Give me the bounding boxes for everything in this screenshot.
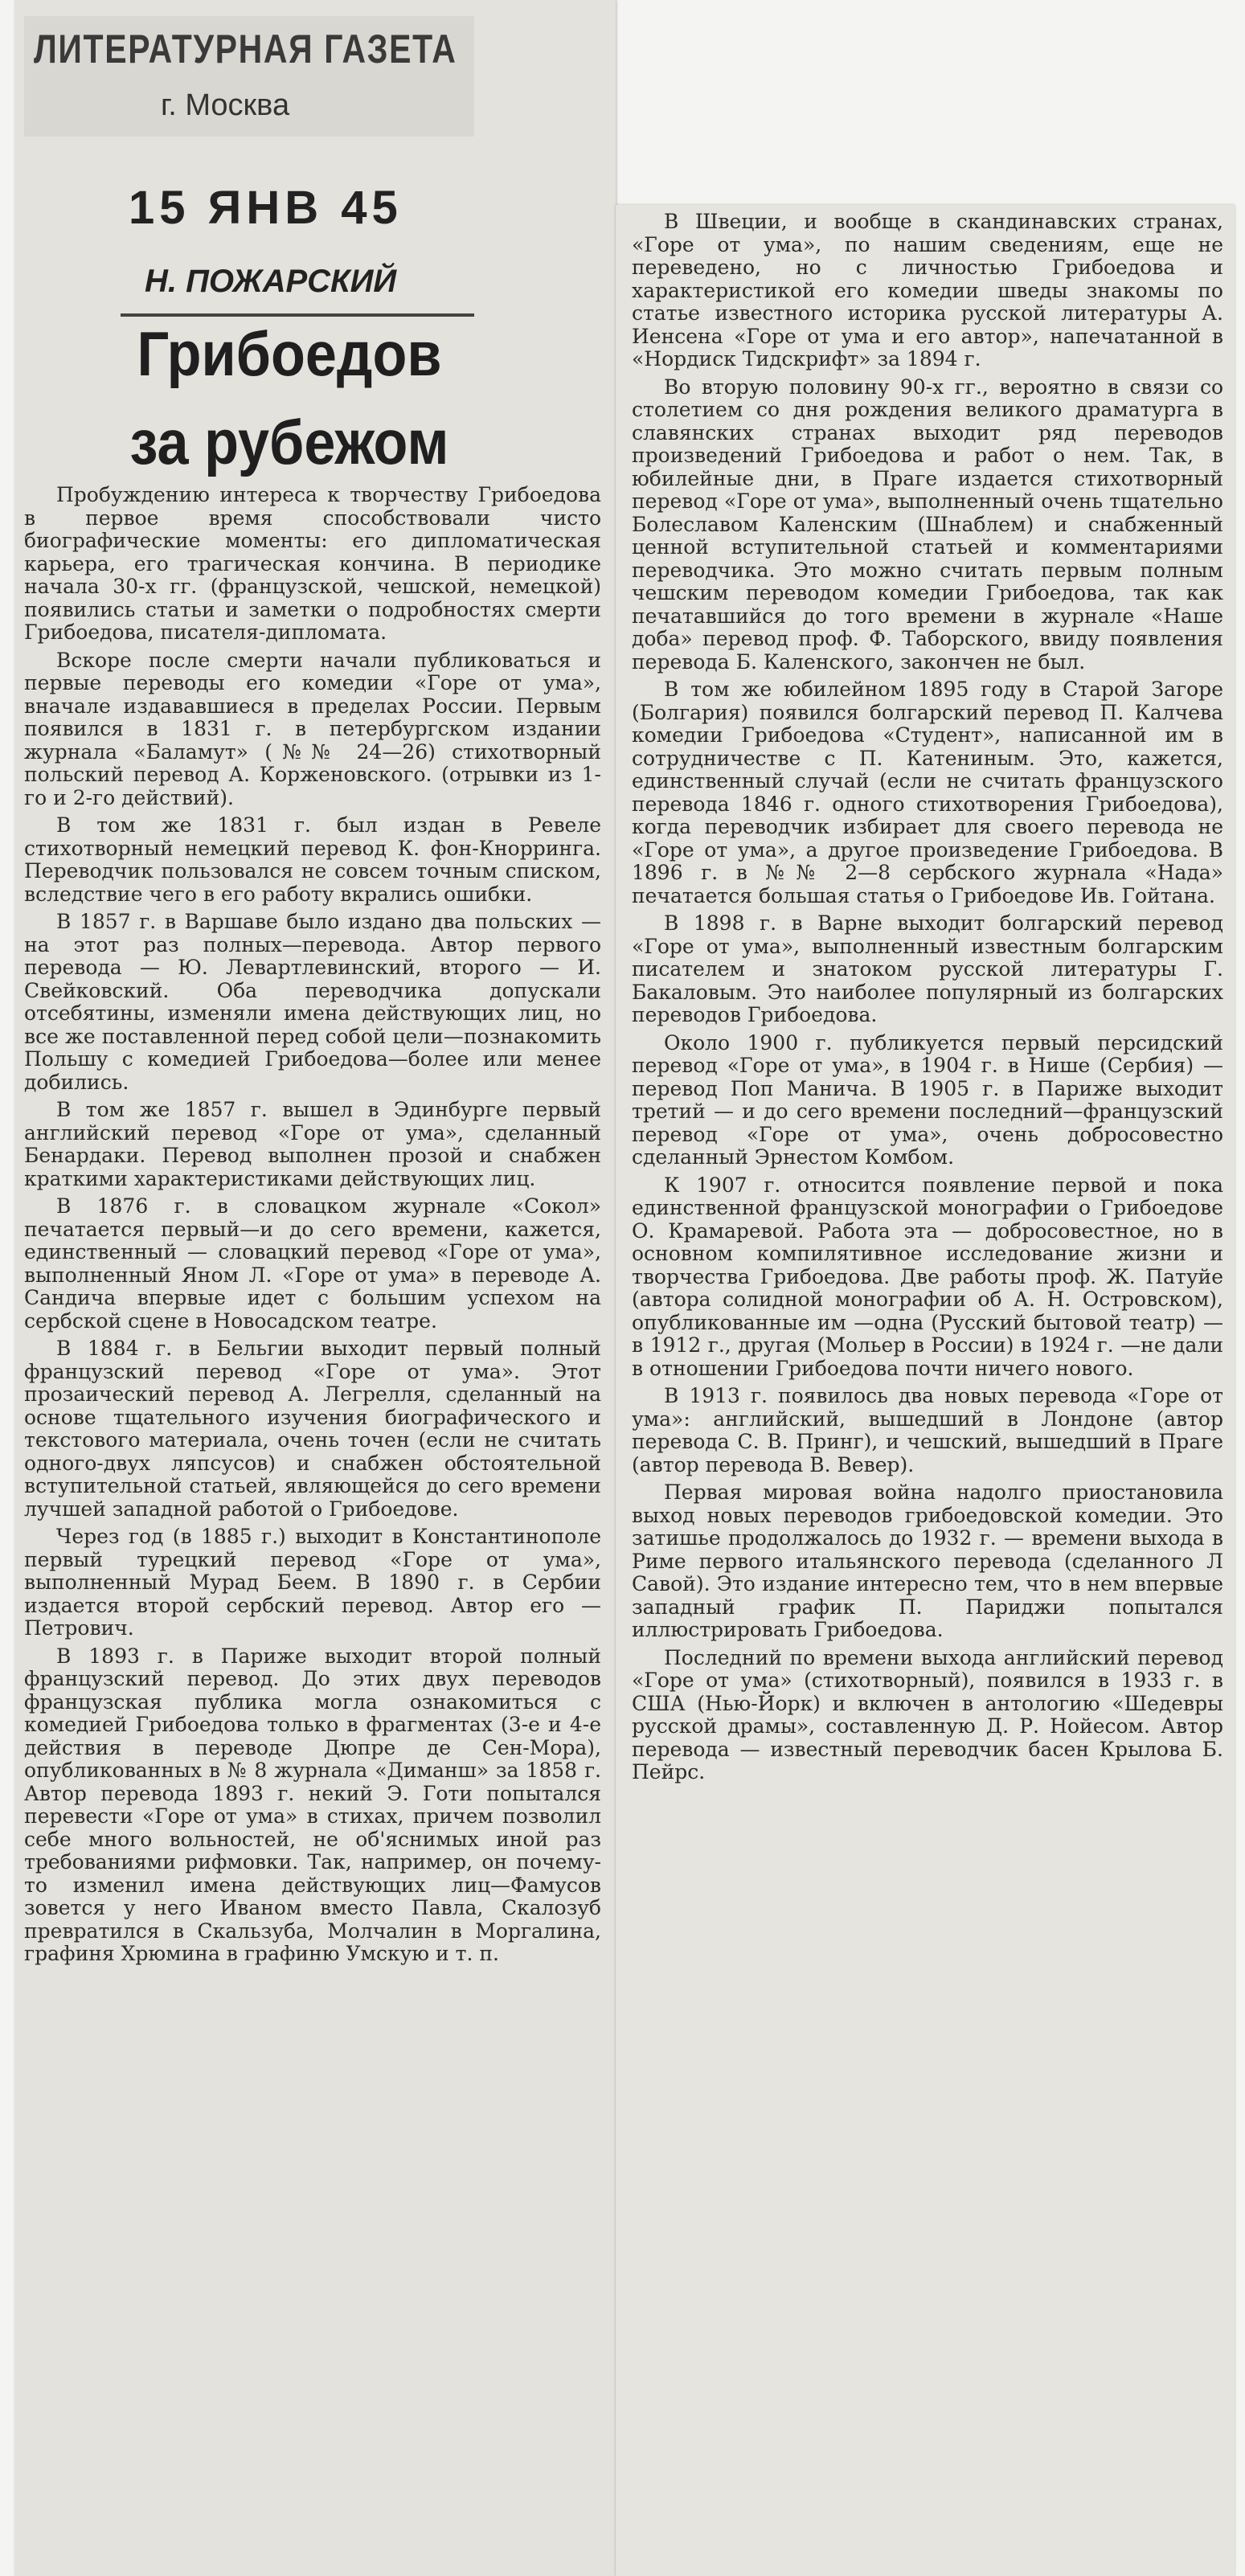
date-stamp: 15 ЯНВ 45 xyxy=(129,182,403,234)
newspaper-city: г. Москва xyxy=(161,88,290,122)
paragraph: К 1907 г. относится появление первой и пока единственной французской монографии о Грибоедове О. Крамаревой. Работа эта — добросовестное, но в основном компилятивное исследование жизни и творчества Грибоедова. Две работы проф. Ж. Патуйе (автора солидной монографии об А. Н. Островском), опубликованные им —одна (Русский бытовой театр) — в 1912 г., другая (Мольер в России) в 1924 г. —не дали в отношении Грибоедова почти ничего нового. xyxy=(632,1173,1223,1380)
headline-line-2: за рубежом xyxy=(129,407,449,477)
paragraph: В том же 1857 г. вышел в Эдинбурге первый английский перевод «Горе от ума», сделанный Бенардаки. Перевод выполнен прозой и снабжен краткими характеристиками действующих лиц. xyxy=(24,1098,601,1190)
paragraph: В 1876 г. в словацком журнале «Сокол» печатается первый—и до сего времени, кажется, единственный — словацкий перевод «Горе от ума», выполненный Яном Л. «Горе от ума» в переводе А. Сандича впервые идет с большим успехом на сербской сцене в Новосадском театре. xyxy=(24,1194,601,1333)
article-right-column xyxy=(632,211,1223,1789)
paragraph: В 1857 г. в Варшаве было издано два польских — на этот раз полных—перевода. Автор первого перевода — Ю. Левартлевинский, второго — И. Свейковский. Оба переводчика допускали отсебятины, изменяли имена действующих лиц, но все же поставленной перед собой цели—познакомить Польшу с комедией Грибоедова—более или менее добились. xyxy=(24,910,601,1094)
paragraph: В 1898 г. в Варне выходит болгарский перевод «Горе от ума», выполненный известным болгарским писателем и знатоком русской литературы Г. Бакаловым. Это наиболее популярный из болгарских переводов Грибоедова. xyxy=(632,911,1223,1026)
paragraph: В 1884 г. в Бельгии выходит первый полный французский перевод «Горе от ума». Этот прозаический перевод А. Легрелля, сделанный на основе тщательного изучения биографического и текстового материала, очень точен (если не считать одного-двух ляпсусов) и снабжен обстоятельной вступительной статьей, являющейся до сего времени лучшей западной работой о Грибоедове. xyxy=(24,1337,601,1521)
byline-underline xyxy=(121,313,474,317)
paragraph: В 1893 г. в Париже выходит второй полный французский перевод. До этих двух переводов французская публика могла ознакомиться с комедией Грибоедова только в фрагментах (3-е и 4-е действия в переводе Дюпре де Сен-Мора), опубликованных в № 8 журнала «Диманш» за 1858 г. Автор перевода 1893 г. некий Э. Готи попытался перевести «Горе от ума» в стихах, причем позволил себе много вольностей, не об'яснимых иной раз требованиями рифмовки. Так, например, он почему-то изменил имена действующих лиц—Фамусов зовется у него Иваном вместо Павла, Скалозуб превратился в Скальзуба, Молчалин в Моргалина, графиня Хрюмина в графиню Умскую и т. п. xyxy=(24,1644,601,1965)
paragraph: Первая мировая война надолго приостановила выход новых переводов грибоедовской комедии. Это затишье продолжалось до 1932 г. — времени выхода в Риме первого итальянского перевода (сделанного Л Савой). Это издание интересно тем, что в нем впервые западный график П. Париджи попытался иллюстрировать Грибоедова. xyxy=(632,1480,1223,1641)
paragraph: Вскоре после смерти начали публиковаться и первые переводы его комедии «Горе от ума», вначале издававшиеся в пределах России. Первым появился в 1831 г. в петербургском издании журнала «Баламут» (№№ 24—26) стихотворный польский перевод А. Корженовского. (отрывки из 1-го и 2-го действий). xyxy=(24,648,601,809)
article-left-column xyxy=(24,484,601,1971)
paragraph: В том же юбилейном 1895 году в Старой Загоре (Болгария) появился болгарский перевод П. Калчева комедии Грибоедова «Студент», написанной им в сотрудничестве с П. Катениным. Это, кажется, единственный случай (если не считать французского перевода 1846 г. одного стихотворения Грибоедова), когда переводчик избирает для своего перевода не «Горе от ума», а другое произведение Грибоедова. В 1896 г. в №№ 2—8 сербского журнала «Нада» печатается большая статья о Грибоедове Ив. Гойтана. xyxy=(632,678,1223,907)
headline-line-1: Грибоедов xyxy=(137,318,442,389)
paragraph: Около 1900 г. публикуется первый персидский перевод «Горе от ума», в 1904 г. в Нише (Сербия) — перевод Поп Манича. В 1905 г. в Париже выходит третий — и до сего времени последний—французский перевод «Горе от ума», очень добросовестно сделанный Эрнестом Комбом. xyxy=(632,1030,1223,1169)
paragraph: В Швеции, и вообще в скандинавских странах, «Горе от ума», по нашим сведениям, еще не переведено, но с личностью Грибоедова и характеристикой его комедии шведы знакомы по статье известного историка русской литературы А. Иенсена «Горе от ума и его автор», напечатанной в «Нордиск Тидскрифт» за 1894 г. xyxy=(632,210,1223,371)
paragraph: Через год (в 1885 г.) выходит в Константинополе первый турецкий перевод «Горе от ума», выполненный Мурад Беем. В 1890 г. в Сербии издается второй сербский перевод. Автор его — Петрович. xyxy=(24,1525,601,1640)
newspaper-name: ЛИТЕРАТУРНАЯ ГАЗЕТА xyxy=(34,27,457,72)
byline: Н. ПОЖАРСКИЙ xyxy=(145,264,397,299)
paragraph: Пробуждению интереса к творчеству Грибоедова в первое время способствовали чисто биографические моменты: его дипломатическая карьера, его трагическая кончина. В периодике начала 30-х гг. (французской, чешской, немецкой) появились статьи и заметки о подробностях смерти Грибоедова, писателя-дипломата. xyxy=(24,483,601,644)
paragraph: В том же 1831 г. был издан в Ревеле стихотворный немецкий перевод К. фон-Кнорринга. Переводчик пользовался не совсем точным списком, вследствие чего в его работу вкрались ошибки. xyxy=(24,813,601,906)
paragraph: Во вторую половину 90-х гг., вероятно в связи со столетием со дня рождения великого драматурга в славянских странах выходит ряд переводов произведений Грибоедова и работ о нем. Так, в юбилейные дни, в Праге издается стихотворный перевод «Горе от ума», выполненный очень тщательно Болеславом Каленским (Шнаблем) и снабженный ценной вступительной статьей и комментариями переводчика. Это можно считать первым полным чешским переводом комедии Грибоедова, так как печатавшийся до того времени в журнале «Наше доба» перевод проф. Ф. Таборского, ввиду появления перевода Б. Каленского, закончен не был. xyxy=(632,375,1223,674)
paragraph: В 1913 г. появилось два новых перевода «Горе от ума»: английский, вышедший в Лондоне (автор перевода С. В. Принг), и чешский, вышедший в Праге (автор перевода В. Вевер). xyxy=(632,1384,1223,1476)
paragraph: Последний по времени выхода английский перевод «Горе от ума» (стихотворный), появился в 1933 г. в США (Нью-Йорк) и включен в антологию «Шедевры русской драмы», составленную Д. Р. Нойесом. Автор перевода — известный переводчик басен Крылова Б. Пейрс. xyxy=(632,1645,1223,1784)
